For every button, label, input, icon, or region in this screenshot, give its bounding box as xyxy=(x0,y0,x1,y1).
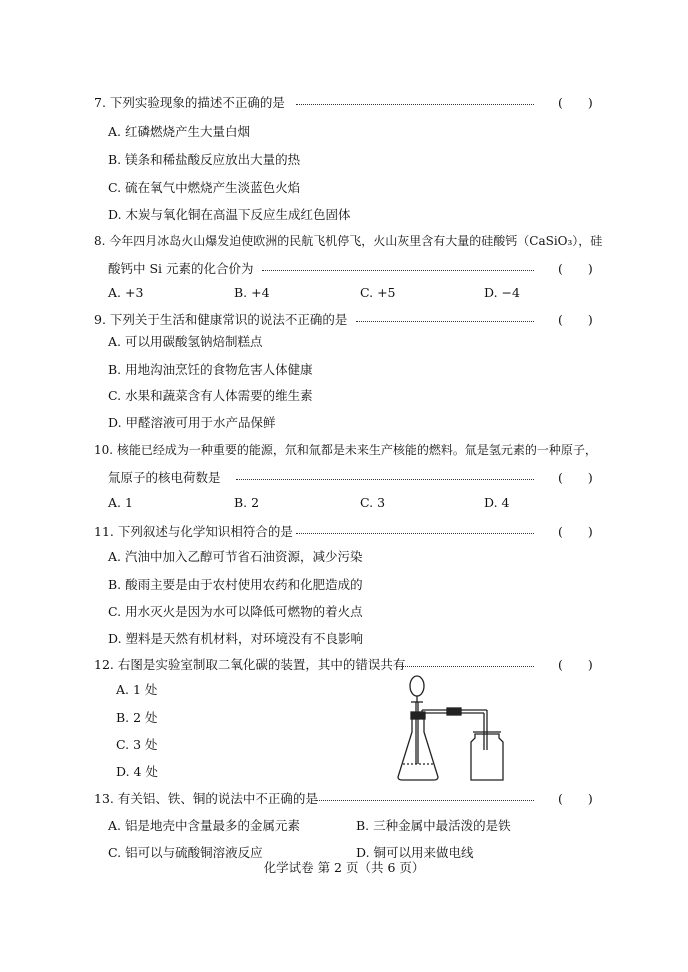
q13-option-b: B. 三种金属中最活泼的是铁 xyxy=(356,818,511,833)
q11-option-d: D. 塑料是天然有机材料，对环境没有不良影响 xyxy=(108,631,364,646)
q11-option-c: C. 用水灭火是因为水可以降低可燃物的着火点 xyxy=(108,604,363,619)
q10-stem-line1: 10. 核能已经成为一种重要的能源，氘和氚都是未来生产核能的燃料。氚是氢元素的一种原子， xyxy=(94,443,597,457)
q9-option-c: C. 水果和蔬菜含有人体需要的维生素 xyxy=(108,388,313,403)
q13-option-c: C. 铝可以与硫酸铜溶液反应 xyxy=(108,845,263,860)
q10-stem-line2: 氚原子的核电荷数是 xyxy=(108,470,221,485)
leader-dots xyxy=(396,666,534,667)
q10-option-d: D. 4 xyxy=(484,495,510,510)
q11-option-a: A. 汽油中加入乙醇可节省石油资源，减少污染 xyxy=(108,549,363,564)
q7-stem: 7. 下列实验现象的描述不正确的是 xyxy=(94,95,285,110)
q13-stem: 13. 有关铝、铁、铜的说法中不正确的是 xyxy=(94,791,318,806)
leader-dots xyxy=(236,479,534,480)
q8-option-c: C. +5 xyxy=(360,285,396,300)
q8-option-b: B. +4 xyxy=(234,285,270,300)
q10-option-b: B. 2 xyxy=(234,495,260,510)
q11-option-b: B. 酸雨主要是由于农村使用农药和化肥造成的 xyxy=(108,577,363,592)
answer-paren: ( ) xyxy=(558,261,593,276)
leader-dots xyxy=(296,533,534,534)
q7-option-d: D. 木炭与氧化铜在高温下反应生成红色固体 xyxy=(108,207,351,222)
page-footer: 化学试卷 第 2 页（共 6 页） xyxy=(263,860,425,875)
q9-stem: 9. 下列关于生活和健康常识的说法不正确的是 xyxy=(94,312,348,327)
q12-option-c: C. 3 处 xyxy=(116,737,158,752)
q10-option-c: C. 3 xyxy=(360,495,386,510)
answer-paren: ( ) xyxy=(558,470,593,485)
q8-stem-line2: 酸钙中 Si 元素的化合价为 xyxy=(108,261,254,276)
q10-option-a: A. 1 xyxy=(108,495,133,510)
q8-stem-line1: 8. 今年四月冰岛火山爆发迫使欧洲的民航飞机停飞，火山灰里含有大量的硅酸钙（CaSiO₃），硅 xyxy=(94,234,603,248)
co2-apparatus-diagram xyxy=(395,672,515,787)
q8-option-d: D. −4 xyxy=(484,285,520,300)
q7-option-c: C. 硫在氧气中燃烧产生淡蓝色火焰 xyxy=(108,180,301,195)
q11-stem: 11. 下列叙述与化学知识相符合的是 xyxy=(94,524,293,539)
q7-option-a: A. 红磷燃烧产生大量白烟 xyxy=(108,124,250,139)
leader-dots xyxy=(356,321,534,322)
q13-option-a: A. 铝是地壳中含量最多的金属元素 xyxy=(108,818,300,833)
leader-dots xyxy=(296,104,534,105)
q7-option-b: B. 镁条和稀盐酸反应放出大量的热 xyxy=(108,152,301,167)
q12-stem: 12. 右图是实验室制取二氧化碳的装置，其中的错误共有 xyxy=(94,657,406,672)
q12-option-d: D. 4 处 xyxy=(116,764,158,779)
q12-option-a: A. 1 处 xyxy=(116,682,158,697)
answer-paren: ( ) xyxy=(558,791,593,806)
answer-paren: ( ) xyxy=(558,95,593,110)
leader-dots xyxy=(316,800,534,801)
answer-paren: ( ) xyxy=(558,312,593,327)
q13-option-d: D. 铜可以用来做电线 xyxy=(356,845,474,860)
leader-dots xyxy=(262,270,534,271)
q8-option-a: A. +3 xyxy=(108,285,144,300)
q9-option-b: B. 用地沟油烹饪的食物危害人体健康 xyxy=(108,362,313,377)
q9-option-d: D. 甲醛溶液可用于水产品保鲜 xyxy=(108,415,276,430)
answer-paren: ( ) xyxy=(558,524,593,539)
q12-option-b: B. 2 处 xyxy=(116,710,158,725)
funnel-bulb xyxy=(410,676,424,696)
q9-option-a: A. 可以用碳酸氢钠焙制糕点 xyxy=(108,334,263,349)
answer-paren: ( ) xyxy=(558,657,593,672)
